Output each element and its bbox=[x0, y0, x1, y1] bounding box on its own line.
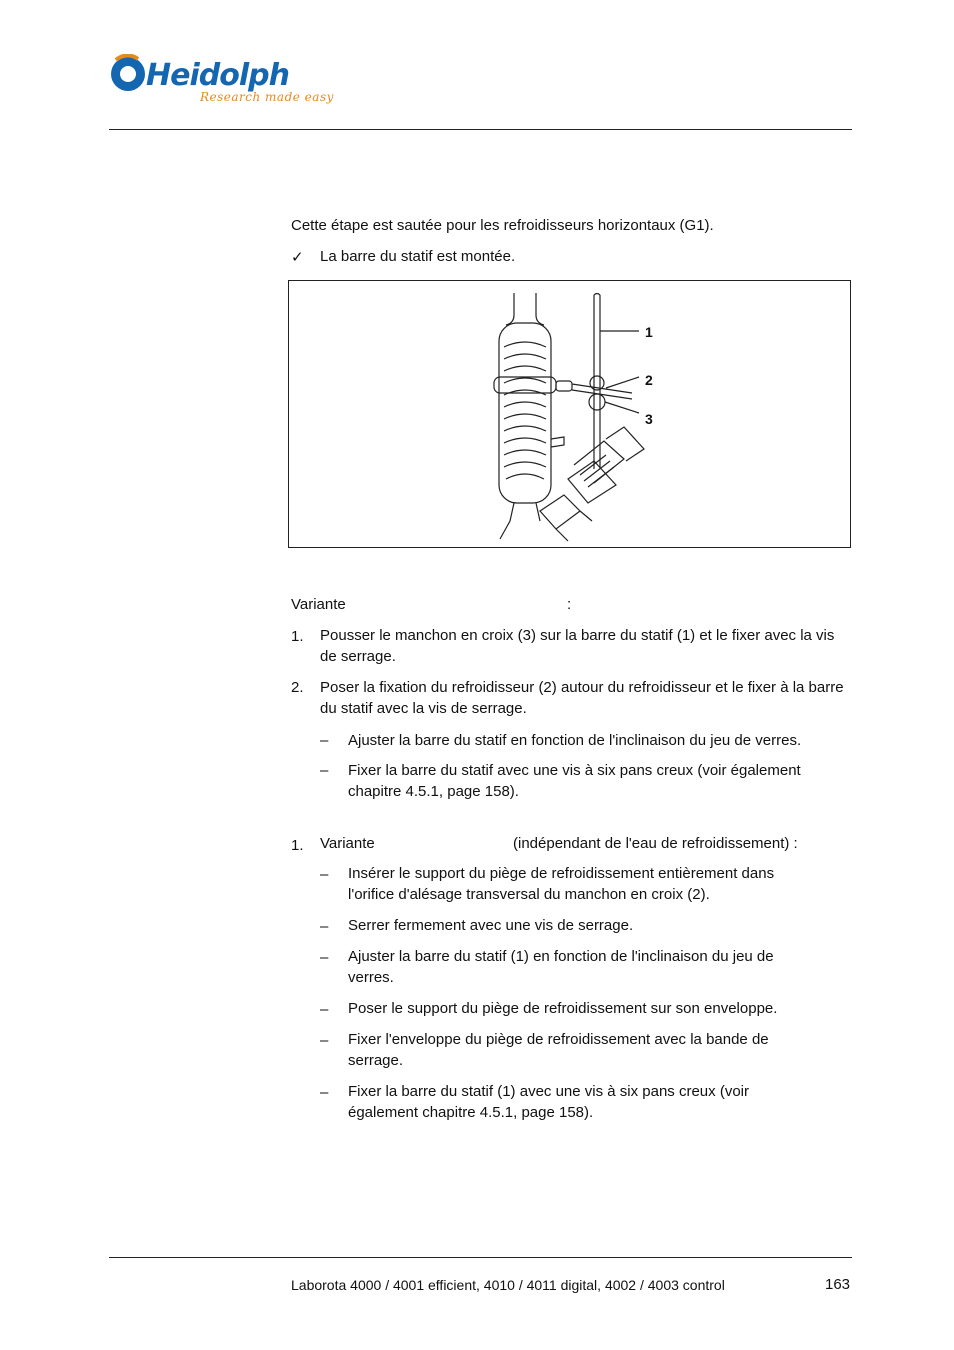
dash-bullet: – bbox=[320, 1032, 329, 1049]
callout-2: 2 bbox=[645, 372, 653, 388]
substep-text: Ajuster la barre du statif en fonction de l'inclinaison du jeu de verres. bbox=[348, 732, 802, 749]
footer-rule bbox=[109, 1257, 852, 1258]
dash-bullet: – bbox=[320, 866, 329, 883]
step-number: 2. bbox=[291, 679, 304, 696]
logo-mark-icon bbox=[108, 54, 148, 94]
callout-3: 3 bbox=[645, 411, 653, 427]
substep-text: Fixer la barre du statif avec une vis à six pans creux (voir également chapitre 4.5.1, page 158). bbox=[348, 762, 801, 800]
substep-text: Fixer l'enveloppe du piège de refroidissement avec la bande de serrage. bbox=[348, 1031, 769, 1069]
substep-text: Serrer fermement avec une vis de serrage. bbox=[348, 917, 634, 934]
substep-text: Poser le support du piège de refroidissement sur son enveloppe. bbox=[348, 1000, 778, 1017]
variant-b-label: Variante bbox=[320, 835, 375, 852]
checkmark-icon: ✓ bbox=[291, 248, 304, 266]
callout-1: 1 bbox=[645, 324, 653, 340]
footer-product: Laborota 4000 / 4001 efficient, 4010 / 4011 digital, 4002 / 4003 control bbox=[291, 1277, 725, 1293]
step-text: Pousser le manchon en croix (3) sur la barre du statif (1) et le fixer avec la vis de serrage. bbox=[320, 627, 835, 665]
variant-a-colon: : bbox=[567, 596, 572, 613]
dash-bullet: – bbox=[320, 949, 329, 966]
logo-tagline: Research made easy bbox=[200, 90, 334, 104]
dash-bullet: – bbox=[320, 1001, 329, 1018]
dash-bullet: – bbox=[320, 732, 329, 749]
header-rule bbox=[109, 129, 852, 130]
logo-brand: Heidolph bbox=[146, 58, 289, 93]
figure-frame bbox=[288, 280, 851, 548]
step-text: Poser la fixation du refroidisseur (2) autour du refroidisseur et le fixer à la barre du statif avec la vis de serrage. bbox=[320, 679, 844, 717]
variant-a-label: Variante bbox=[291, 596, 346, 613]
dash-bullet: – bbox=[320, 762, 329, 779]
precondition-text: La barre du statif est montée. bbox=[320, 248, 516, 265]
substep-text: Ajuster la barre du statif (1) en fonction de l'inclinaison du jeu de verres. bbox=[348, 948, 774, 986]
intro-note: Cette étape est sautée pour les refroidisseurs horizontaux (G1). bbox=[291, 217, 714, 234]
dash-bullet: – bbox=[320, 1084, 329, 1101]
step-number: 1. bbox=[291, 628, 304, 645]
variant-b-number: 1. bbox=[291, 837, 304, 854]
page-number: 163 bbox=[825, 1276, 851, 1293]
dash-bullet: – bbox=[320, 918, 329, 935]
substep-text: Fixer la barre du statif (1) avec une vis à six pans creux (voir également chapitre 4.5.1, page 158). bbox=[348, 1083, 749, 1121]
variant-b-suffix: (indépendant de l'eau de refroidissement) : bbox=[513, 835, 798, 852]
substep-text: Insérer le support du piège de refroidissement entièrement dans l'orifice d'alésage transversal du manchon en croix (2). bbox=[348, 865, 775, 903]
